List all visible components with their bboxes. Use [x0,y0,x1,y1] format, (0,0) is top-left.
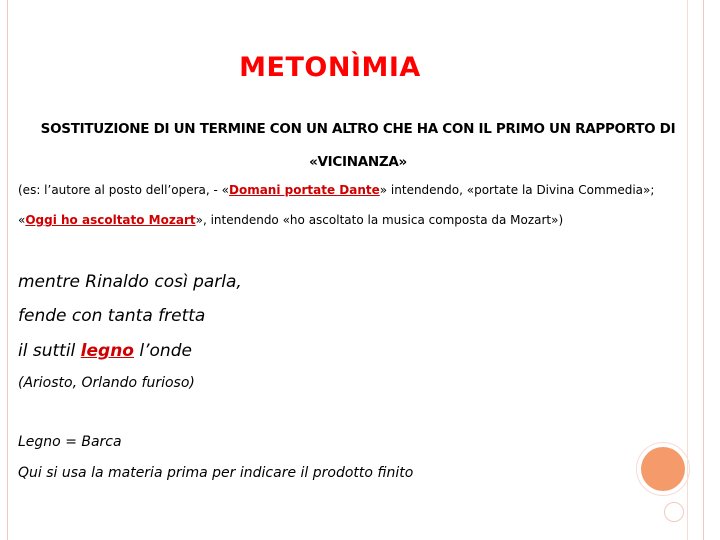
example-1-prefix: (es: l’autore al posto dell’opera, - « [18,183,229,197]
example-line-1 [18,183,708,197]
poem-line-3 [18,341,192,361]
definition [18,113,698,179]
explanation-note: Qui si usa la materia prima per indicare il prodotto finito [18,465,414,481]
poem-line-3-prefix: il suttil [18,341,81,361]
poem-line-2: fende con tanta fretta [18,306,206,326]
source-citation: (Ariosto, Orlando furioso) [18,375,195,391]
explanation-equation: Legno = Barca [18,434,122,450]
decor-circle-small [664,502,684,522]
example-2-prefix: « [18,213,26,227]
poem-line-3-suffix: l’onde [133,341,192,361]
poem-line-1: mentre Rinaldo così parla, [18,272,242,292]
definition-line-2: «VICINANZA» [309,154,407,170]
example-2-suffix: », intendendo «ho ascoltato la musica composta da Mozart») [195,213,564,227]
frame-right-line [703,0,704,540]
example-line-2 [18,213,708,227]
decor-circle-orange [641,447,685,491]
example-1-suffix: » intendendo, «portate la Divina Commedia»; [379,183,655,197]
poem-highlight-legno: legno [80,341,134,361]
definition-line-1: SOSTITUZIONE DI UN TERMINE CON UN ALTRO CHE HA CON IL PRIMO UN RAPPORTO DI [40,121,676,137]
example-1-highlight: Domani portate Dante [229,183,380,197]
example-2-highlight: Oggi ho ascoltato Mozart [25,213,196,227]
slide-title: METONÌMIA [239,52,421,83]
